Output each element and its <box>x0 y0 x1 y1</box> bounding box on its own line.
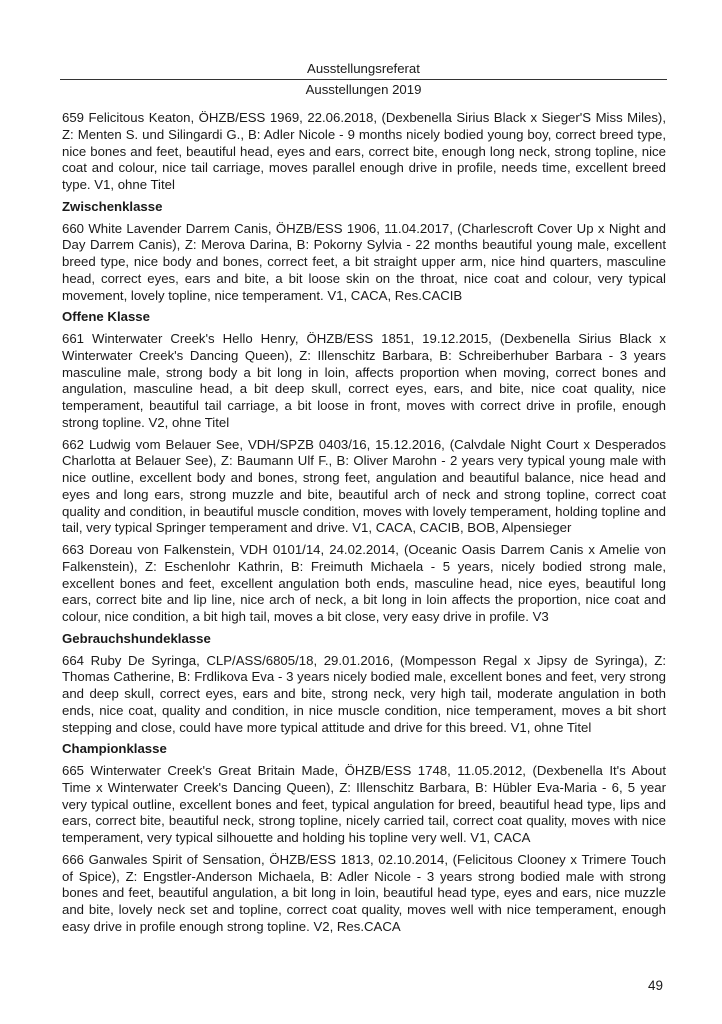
entry-665: 665 Winterwater Creek's Great Britain Made, ÖHZB/ESS 1748, 11.05.2012, (Dexbenella It's About Time x Winterwater Creek's Dancing Queen), Z: Illenschitz Barbara, B: Hübler Eva-Maria - 6, 5 year very typical outline, excellent bones and feet, typical angulation for breed, beautiful head type, lips and ears, correct bite, beautiful neck, strong topline, nicely carried tail, correct coat quality, moves with nice temperament, very typical silhouette and holding his topline very well. V1, CACA <box>62 763 666 845</box>
section-heading-offene-klasse: Offene Klasse <box>62 309 150 325</box>
entry-664: 664 Ruby De Syringa, CLP/ASS/6805/18, 29.01.2016, (Mompesson Regal x Jipsy de Syringa), Z: Thomas Catherine, B: Frdlikova Eva - 3 years nicely bodied male, excellent bones and feet, very strong and deep skull, correct eyes, ears and bite, strong neck, very high tail, moderate angulation in both ends, nice coat, quality and condition, in nice muscle condition, nice temperament, moves a bit short stepping and close, could have more typical attitude and drive for this breed. V1, ohne Titel <box>62 652 666 735</box>
section-heading-zwischenklasse: Zwischenklasse <box>62 198 163 214</box>
entry-666: 666 Ganwales Spirit of Sensation, ÖHZB/ESS 1813, 02.10.2014, (Felicitous Clooney x Trimere Touch of Spice), Z: Engstler-Anderson Michaela, B: Adler Nicole - 3 years strong bodied male with strong bones and feet, beautiful angulation, a bit long in loin, beautiful head type, eyes and ears, nice muzzle and bite, lovely neck set and topline, correct coat quality, moves well with nice temperament, enough easy drive in profile enough strong topline. V2, Res.CACA <box>62 851 666 934</box>
entry-660: 660 White Lavender Darrem Canis, ÖHZB/ESS 1906, 11.04.2017, (Charlescroft Cover Up x Night and Day Darrem Canis), Z: Merova Darina, B: Pokorny Sylvia - 22 months beautiful young male, excellent breed type, nice body and bones, correct feet, a bit straight upper arm, nice hind quarters, masculine head, correct eyes, ears and bite, a bit loose skin on the throat, nice coat and colour, very typical movement, lovely topline, nice temperament. V1, CACA, Res.CACIB <box>62 220 666 303</box>
page-number: 49 <box>648 978 664 993</box>
header-title: Ausstellungsreferat <box>307 61 420 76</box>
entry-663: 663 Doreau von Falkenstein, VDH 0101/14, 24.02.2014, (Oceanic Oasis Darrem Canis x Amelie von Falkenstein), Z: Eschenlohr Kathrin, B: Freimuth Michaela - 5 years, nicely bodied strong male, excellent bones and feet, excellent angulation both ends, masculine head, nice eyes, beautiful long ears, correct bite and lip line, nice arch of neck, a bit long in loin affects the proportion, nice coat and colour, nice condition, a bit high tail, moves a bit close, very easy drive in profile. V3 <box>62 542 666 624</box>
document-body <box>62 110 666 941</box>
entry-662: 662 Ludwig vom Belauer See, VDH/SPZB 0403/16, 15.12.2016, (Calvdale Night Court x Desperados Charlotta at Belauer See), Z: Baumann Ulf F., B: Oliver Marohn - 2 years very typical young male with nice outline, excellent body and bones, strong feet, angulation and beautiful balance, nice head and eyes and long ears, strong muzzle and bite, beautiful arch of neck and strong topline, correct coat quality and condition, in beautiful muscle condition, moves with lovely temperament, holding topline and tail, very typical Springer temperament and drive. V1, CACA, CACIB, BOB, Alpensieger <box>62 436 666 536</box>
page-header <box>60 60 667 98</box>
entry-661: 661 Winterwater Creek's Hello Henry, ÖHZB/ESS 1851, 19.12.2015, (Dexbenella Sirius Black x Winterwater Creek's Dancing Queen), Z: Illenschitz Barbara, B: Schreiberhuber Barbara - 3 years masculine male, strong body a bit long in loin, affects proportion when moving, correct bones and angulation, masculine head, a bit deep skull, correct eyes, ears, and bite, nice coat quality, nice temperament, beautiful tail carriage, a bit loose in front, moves with correct drive in profile, enough strong topline. V2, ohne Titel <box>62 331 666 430</box>
section-heading-gebrauchshundeklasse: Gebrauchshundeklasse <box>62 630 211 646</box>
header-divider <box>60 79 667 80</box>
header-subtitle: Ausstellungen 2019 <box>305 82 422 97</box>
section-heading-championklasse: Championklasse <box>62 741 167 757</box>
entry-659: 659 Felicitous Keaton, ÖHZB/ESS 1969, 22.06.2018, (Dexbenella Sirius Black x Sieger'S Miss Miles), Z: Menten S. und Silingardi G., B: Adler Nicole - 9 months nicely bodied young boy, correct breed type, nice bones and feet, beautiful head, eyes and ears, correct bite, enough long neck, strong topline, nice coat and colour, nice tail carriage, moves parallel enough drive in profile, needs time, excellent breed type. V1, ohne Titel <box>62 110 666 192</box>
